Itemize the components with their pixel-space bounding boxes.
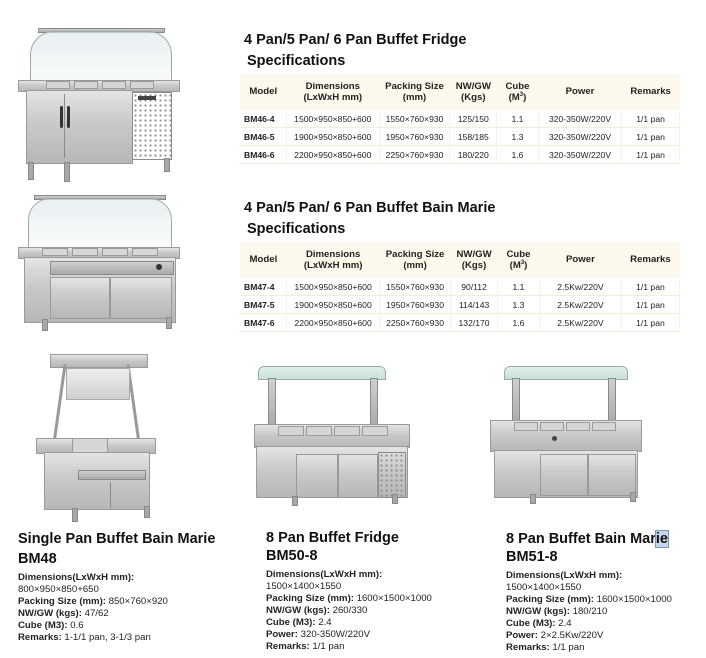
- cell-cube: 1.1: [498, 278, 540, 296]
- cell-packing: 1950×760×930: [379, 128, 450, 146]
- cell-power: 320-350W/220V: [538, 146, 621, 164]
- cell-dimensions: 2200×950×850+600: [287, 146, 380, 164]
- nwgw: NW/GW (kgs): 260/330: [266, 605, 368, 616]
- cell-nwgw: 158/185: [450, 128, 497, 146]
- cell-power: 320-350W/220V: [538, 110, 621, 128]
- dimensions-label: Dimensions(LxWxH mm):: [266, 569, 383, 580]
- product-title: Single Pan Buffet Bain Marie: [18, 531, 216, 547]
- table-row: [240, 128, 680, 146]
- col-nwgw: NW/GW (Kgs): [450, 74, 497, 110]
- cell-dimensions: 1500×950×850+600: [287, 110, 380, 128]
- cell-nwgw: 114/143: [451, 296, 498, 314]
- cell-power: 2.5Kw/220V: [539, 296, 621, 314]
- cell-power: 2.5Kw/220V: [539, 314, 621, 332]
- cell-remarks: 1/1 pan: [622, 128, 680, 146]
- product-title[interactable]: 8 Pan Buffet Bain Marie: [506, 531, 668, 547]
- cell-model: BM47-6: [240, 314, 287, 332]
- nwgw: NW/GW (kgs): 180/210: [506, 606, 608, 617]
- remarks: Remarks: 1/1 pan: [266, 641, 345, 652]
- table-row: [240, 278, 680, 296]
- col-model: Model: [240, 242, 287, 278]
- power: Power: 320-350W/220V: [266, 629, 371, 640]
- col-packing: Packing Size (mm): [380, 242, 451, 278]
- cell-remarks: 1/1 pan: [621, 314, 679, 332]
- product-model: BM50-8: [266, 548, 318, 564]
- cell-packing: 1550×760×930: [380, 278, 451, 296]
- table-header-row: [240, 74, 680, 110]
- cell-model: BM46-5: [240, 128, 287, 146]
- table-row: [240, 110, 680, 128]
- cell-model: BM46-6: [240, 146, 287, 164]
- cell-remarks: 1/1 pan: [622, 110, 680, 128]
- cell-model: BM47-5: [240, 296, 287, 314]
- dimensions-label: Dimensions(LxWxH mm):: [506, 570, 623, 581]
- cell-dimensions: 1900×950×850+600: [287, 128, 380, 146]
- single-pan-bain-marie-image: [36, 350, 156, 520]
- cell-remarks: 1/1 pan: [621, 296, 679, 314]
- col-nwgw: NW/GW (Kgs): [451, 242, 498, 278]
- col-dimensions: Dimensions (LxWxH mm): [287, 242, 380, 278]
- dimensions-label: Dimensions(LxWxH mm):: [18, 572, 135, 583]
- col-model: Model: [240, 74, 287, 110]
- product-title: 8 Pan Buffet Fridge: [266, 530, 399, 546]
- cell-dimensions: 2200×950×850+600: [287, 314, 380, 332]
- buffet-fridge-image: [16, 22, 181, 182]
- 8-pan-buffet-bain-marie-image: [490, 366, 640, 506]
- cell-packing: 1550×760×930: [379, 110, 450, 128]
- col-remarks: Remarks: [621, 242, 679, 278]
- cube: Cube (M3): 2.4: [506, 618, 572, 629]
- table-row: [240, 146, 680, 164]
- product-model: BM51-8: [506, 549, 558, 565]
- cell-packing: 2250×760×930: [379, 146, 450, 164]
- cell-power: 320-350W/220V: [538, 128, 621, 146]
- dimensions-value: 800×950×850+650: [18, 584, 99, 595]
- cell-model: BM46-4: [240, 110, 287, 128]
- product-model: BM48: [18, 551, 57, 567]
- cell-dimensions: 1500×950×850+600: [287, 278, 380, 296]
- col-cube: Cube $(M^3)$: [498, 242, 540, 278]
- bain-marie-spec-table: [240, 242, 680, 332]
- product-single-pan-bain-marie: [18, 530, 215, 644]
- table-header-row: [240, 242, 680, 278]
- col-power: Power: [539, 242, 621, 278]
- cell-nwgw: 125/150: [450, 110, 497, 128]
- cube: Cube (M3): 0.6: [18, 620, 84, 631]
- cell-nwgw: 90/112: [451, 278, 498, 296]
- cell-power: 2.5Kw/220V: [539, 278, 621, 296]
- cell-packing: 1950×760×930: [380, 296, 451, 314]
- dimensions-value: 1500×1400×1550: [266, 581, 342, 592]
- product-8-pan-buffet-bain-marie: [506, 530, 672, 654]
- cell-nwgw: 132/170: [451, 314, 498, 332]
- nwgw: NW/GW (kgs): 47/62: [18, 608, 109, 619]
- table-row: [240, 314, 680, 332]
- cell-dimensions: 1900×950×850+600: [287, 296, 380, 314]
- cell-nwgw: 180/220: [450, 146, 497, 164]
- buffet-bain-marie-image: [16, 193, 181, 333]
- fridge-specifications-label: Specifications: [247, 53, 346, 69]
- dimensions-value: 1500×1400×1550: [506, 582, 582, 593]
- cell-cube: 1.1: [497, 110, 539, 128]
- cell-cube: 1.6: [497, 146, 539, 164]
- bain-marie-specifications-label: Specifications: [247, 221, 346, 237]
- col-packing: Packing Size (mm): [379, 74, 450, 110]
- cell-cube: 1.3: [498, 296, 540, 314]
- cell-model: BM47-4: [240, 278, 287, 296]
- cell-cube: 1.3: [497, 128, 539, 146]
- cell-remarks: 1/1 pan: [621, 278, 679, 296]
- col-dimensions: Dimensions (LxWxH mm): [287, 74, 380, 110]
- selected-text[interactable]: ie: [655, 531, 668, 547]
- col-cube: Cube $(M^3)$: [497, 74, 539, 110]
- remarks: Remarks: 1-1/1 pan, 3-1/3 pan: [18, 632, 151, 643]
- cell-remarks: 1/1 pan: [622, 146, 680, 164]
- col-power: Power: [538, 74, 621, 110]
- remarks: Remarks: 1/1 pan: [506, 642, 585, 653]
- 8-pan-buffet-fridge-image: [252, 366, 412, 506]
- packing-size: Packing Size (mm): 850×760×920: [18, 596, 168, 607]
- product-8-pan-buffet-fridge: [266, 529, 432, 653]
- cube: Cube (M3): 2.4: [266, 617, 332, 628]
- cell-packing: 2250×760×930: [380, 314, 451, 332]
- power: Power: 2×2.5Kw/220V: [506, 630, 604, 641]
- col-remarks: Remarks: [622, 74, 680, 110]
- cell-cube: 1.6: [498, 314, 540, 332]
- fridge-section-title: 4 Pan/5 Pan/ 6 Pan Buffet Fridge: [244, 32, 467, 48]
- fridge-spec-table: [240, 74, 680, 164]
- packing-size: Packing Size (mm): 1600×1500×1000: [266, 593, 432, 604]
- bain-marie-section-title: 4 Pan/5 Pan/ 6 Pan Buffet Bain Marie: [244, 200, 496, 216]
- table-row: [240, 296, 680, 314]
- packing-size: Packing Size (mm): 1600×1500×1000: [506, 594, 672, 605]
